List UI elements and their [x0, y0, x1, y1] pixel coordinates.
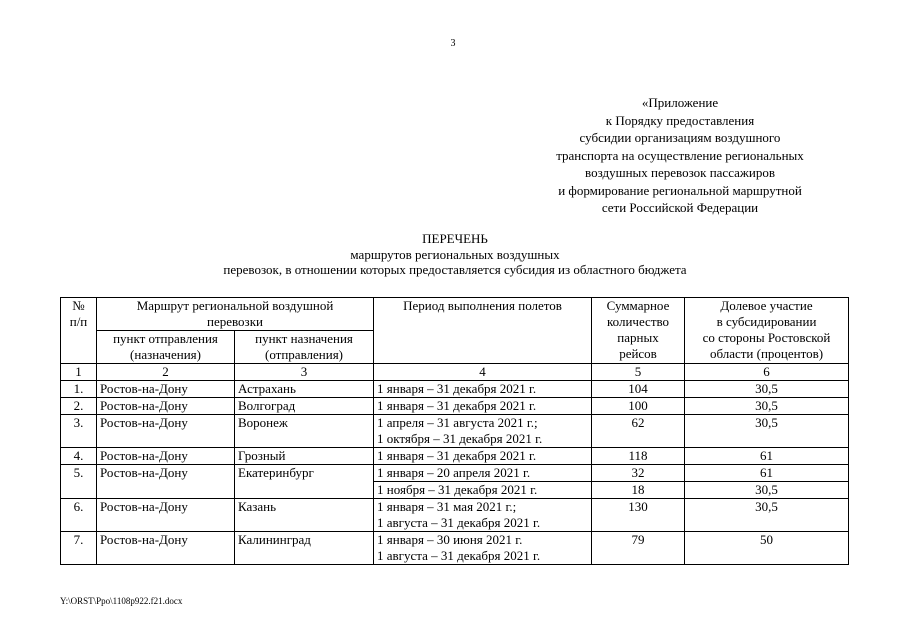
row-number: 5.	[61, 465, 97, 499]
appendix-line: транспорта на осуществление региональных	[556, 147, 804, 163]
appendix-line: воздушных перевозок пассажиров	[585, 165, 775, 180]
row-number: 2.	[61, 398, 97, 415]
row-period: 1 января – 31 декабря 2021 г.	[374, 448, 592, 465]
row-destination: Астрахань	[235, 381, 374, 398]
row-destination: Воронеж	[235, 415, 374, 448]
appendix-line: к Порядку предоставления	[605, 112, 755, 128]
row-number: 6.	[61, 499, 97, 532]
row-destination: Волгоград	[235, 398, 374, 415]
row-period: 1 января – 20 апреля 2021 г. 1 ноября – 31 декабря 2021 г.	[374, 465, 592, 499]
row-flights: 79	[592, 532, 685, 565]
table-row	[61, 398, 849, 415]
table-row	[61, 465, 849, 499]
header-period: Период выполнения полетов	[374, 298, 592, 364]
header-share: Долевое участие в субсидировании со стороны Ростовской области (процентов)	[685, 298, 849, 364]
row-flights: 62	[592, 415, 685, 448]
table-row	[61, 415, 849, 448]
appendix-block	[530, 94, 830, 217]
routes-table	[60, 297, 849, 565]
column-number: 5	[592, 364, 685, 381]
row-number: 1.	[61, 381, 97, 398]
list-title: ПЕРЕЧЕНЬ	[422, 231, 488, 246]
row-share: 30,5	[685, 398, 849, 415]
row-share: 61	[685, 448, 849, 465]
column-number: 3	[235, 364, 374, 381]
row-departure: Ростов-на-Дону	[97, 448, 235, 465]
appendix-line: и формирование региональной маршрутной	[558, 182, 802, 198]
row-share: 30,5	[685, 499, 849, 532]
row-destination: Екатеринбург	[235, 465, 374, 499]
column-number: 4	[374, 364, 592, 381]
list-heading	[60, 231, 850, 278]
row-period: 1 января – 30 июня 2021 г. 1 августа – 31 декабря 2021 г.	[374, 532, 592, 565]
header-departure: пункт отправления (назначения)	[97, 331, 235, 364]
row-destination: Грозный	[235, 448, 374, 465]
row-destination: Калининград	[235, 532, 374, 565]
column-number-row	[61, 364, 849, 381]
row-number: 3.	[61, 415, 97, 448]
row-flights: 32 18	[592, 465, 685, 499]
table-row	[61, 448, 849, 465]
row-departure: Ростов-на-Дону	[97, 381, 235, 398]
header-destination: пункт назначения (отправления)	[235, 331, 374, 364]
row-number: 7.	[61, 532, 97, 565]
row-flights: 130	[592, 499, 685, 532]
appendix-line: «Приложение	[641, 95, 719, 110]
list-subtitle-line: маршрутов региональных воздушных	[350, 246, 560, 262]
page-number: 3	[450, 38, 456, 49]
table-header-row	[61, 298, 849, 331]
appendix-line: субсидии организациям воздушного	[579, 130, 781, 145]
row-period: 1 апреля – 31 августа 2021 г.; 1 октября – 31 декабря 2021 г.	[374, 415, 592, 448]
row-departure: Ростов-на-Дону	[97, 532, 235, 565]
table-row	[61, 499, 849, 532]
row-departure: Ростов-на-Дону	[97, 398, 235, 415]
row-period: 1 января – 31 декабря 2021 г.	[374, 381, 592, 398]
row-share: 30,5	[685, 381, 849, 398]
row-period: 1 января – 31 декабря 2021 г.	[374, 398, 592, 415]
row-number: 4.	[61, 448, 97, 465]
row-departure: Ростов-на-Дону	[97, 415, 235, 448]
row-departure: Ростов-на-Дону	[97, 465, 235, 499]
header-flights: Суммарное количество парных рейсов	[592, 298, 685, 364]
header-route: Маршрут региональной воздушной перевозки	[97, 298, 374, 331]
row-flights: 118	[592, 448, 685, 465]
appendix-line: сети Российской Федерации	[601, 200, 759, 215]
row-departure: Ростов-на-Дону	[97, 499, 235, 532]
row-share: 61 30,5	[685, 465, 849, 499]
row-flights: 104	[592, 381, 685, 398]
column-number: 1	[61, 364, 97, 381]
column-number: 2	[97, 364, 235, 381]
row-share: 30,5	[685, 415, 849, 448]
header-number: № п/п	[61, 298, 97, 364]
table-row	[61, 532, 849, 565]
footer-file-path: Y:\ORST\Ppo\1108p922.f21.docx	[60, 596, 183, 606]
list-subtitle-line: перевозок, в отношении которых предоставляется субсидия из областного бюджета	[223, 262, 687, 277]
row-share: 50	[685, 532, 849, 565]
row-period: 1 января – 31 мая 2021 г.; 1 августа – 31 декабря 2021 г.	[374, 499, 592, 532]
table-row	[61, 381, 849, 398]
column-number: 6	[685, 364, 849, 381]
row-flights: 100	[592, 398, 685, 415]
row-destination: Казань	[235, 499, 374, 532]
